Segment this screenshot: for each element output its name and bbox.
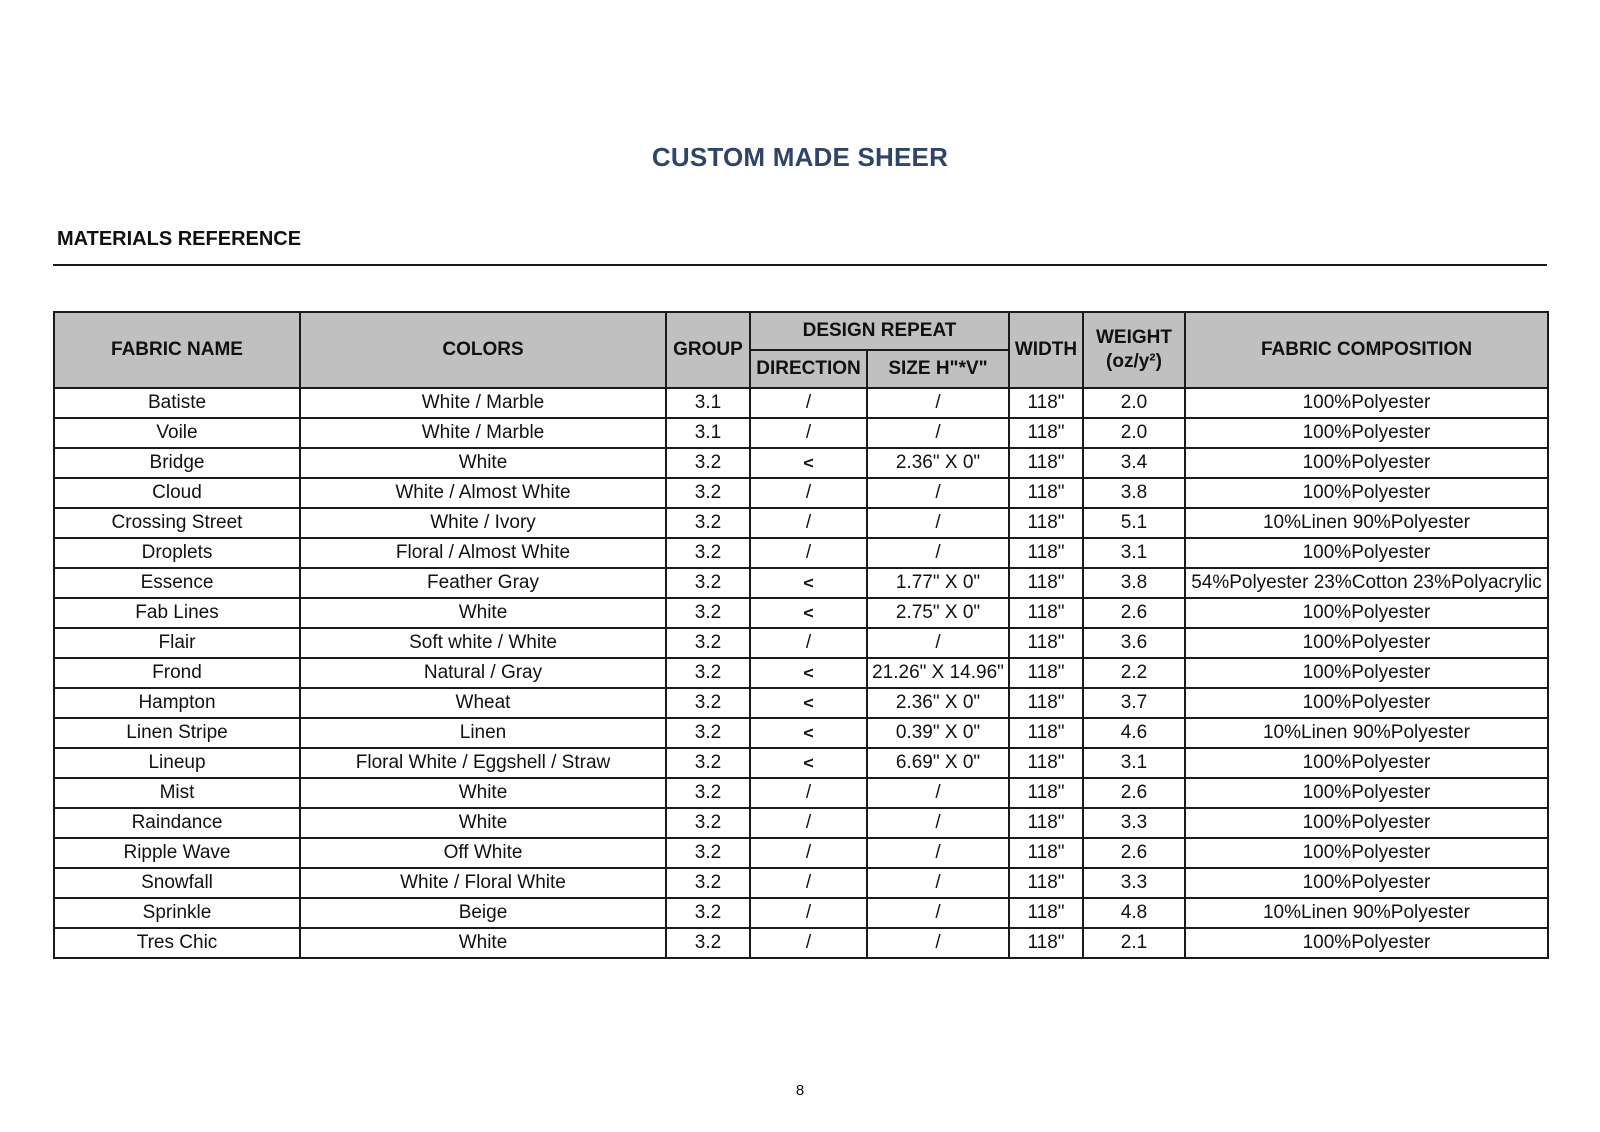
header-design-repeat: DESIGN REPEAT xyxy=(750,312,1009,350)
cell-fabric-composition: 100%Polyester xyxy=(1185,388,1548,418)
cell-group: 3.2 xyxy=(666,628,750,658)
cell-direction xyxy=(750,688,867,718)
cell-weight: 3.3 xyxy=(1083,808,1185,838)
cell-direction: / xyxy=(750,628,867,658)
cell-width: 118" xyxy=(1009,538,1083,568)
table-row xyxy=(54,508,1548,538)
table-row xyxy=(54,568,1548,598)
table-row xyxy=(54,868,1548,898)
table-row xyxy=(54,478,1548,508)
cell-colors: Beige xyxy=(300,898,666,928)
cell-size: 6.69" X 0" xyxy=(867,748,1009,778)
cell-direction xyxy=(750,568,867,598)
cell-weight: 3.1 xyxy=(1083,748,1185,778)
cell-size: 2.75" X 0" xyxy=(867,598,1009,628)
cell-weight: 3.6 xyxy=(1083,628,1185,658)
cell-group: 3.2 xyxy=(666,838,750,868)
cell-weight: 3.1 xyxy=(1083,538,1185,568)
header-size: SIZE H"*V" xyxy=(867,350,1009,388)
cell-colors: White xyxy=(300,448,666,478)
cell-width: 118" xyxy=(1009,688,1083,718)
cell-fabric-name: Droplets xyxy=(54,538,300,568)
cell-fabric-name: Snowfall xyxy=(54,868,300,898)
cell-size: 2.36" X 0" xyxy=(867,688,1009,718)
cell-group: 3.2 xyxy=(666,868,750,898)
cell-group: 3.2 xyxy=(666,688,750,718)
cell-colors: White xyxy=(300,808,666,838)
table-row xyxy=(54,388,1548,418)
cell-size: / xyxy=(867,808,1009,838)
cell-direction: / xyxy=(750,838,867,868)
cell-group: 3.2 xyxy=(666,718,750,748)
cell-direction: / xyxy=(750,868,867,898)
cell-group: 3.2 xyxy=(666,568,750,598)
cell-weight: 2.6 xyxy=(1083,838,1185,868)
header-width: WIDTH xyxy=(1009,312,1083,388)
table-header-row xyxy=(54,312,1548,350)
cell-width: 118" xyxy=(1009,718,1083,748)
cell-width: 118" xyxy=(1009,928,1083,958)
cell-direction: / xyxy=(750,388,867,418)
header-colors: COLORS xyxy=(300,312,666,388)
cell-fabric-name: Linen Stripe xyxy=(54,718,300,748)
cell-weight: 3.8 xyxy=(1083,568,1185,598)
cell-fabric-name: Raindance xyxy=(54,808,300,838)
cell-fabric-composition: 100%Polyester xyxy=(1185,778,1548,808)
table-row xyxy=(54,418,1548,448)
header-direction: DIRECTION xyxy=(750,350,867,388)
header-fabric-name: FABRIC NAME xyxy=(54,312,300,388)
table-row xyxy=(54,598,1548,628)
cell-weight: 5.1 xyxy=(1083,508,1185,538)
cell-size: 0.39" X 0" xyxy=(867,718,1009,748)
cell-weight: 2.0 xyxy=(1083,388,1185,418)
cell-colors: White / Marble xyxy=(300,418,666,448)
cell-weight: 4.6 xyxy=(1083,718,1185,748)
cell-size: 21.26" X 14.96" xyxy=(867,658,1009,688)
cell-weight: 3.7 xyxy=(1083,688,1185,718)
cell-colors: White xyxy=(300,778,666,808)
cell-weight: 3.3 xyxy=(1083,868,1185,898)
cell-fabric-composition: 54%Polyester 23%Cotton 23%Polyacrylic xyxy=(1185,568,1548,598)
cell-fabric-composition: 100%Polyester xyxy=(1185,748,1548,778)
cell-fabric-name: Flair xyxy=(54,628,300,658)
cell-size: 1.77" X 0" xyxy=(867,568,1009,598)
cell-weight: 2.6 xyxy=(1083,598,1185,628)
section-title: MATERIALS REFERENCE xyxy=(57,228,302,250)
cell-fabric-name: Essence xyxy=(54,568,300,598)
cell-size: / xyxy=(867,928,1009,958)
table-row xyxy=(54,898,1548,928)
cell-fabric-composition: 10%Linen 90%Polyester xyxy=(1185,898,1548,928)
cell-width: 118" xyxy=(1009,478,1083,508)
direction-arrow-icon: < xyxy=(803,753,814,772)
header-weight: WEIGHT (oz/y²) xyxy=(1083,312,1185,388)
cell-colors: White / Ivory xyxy=(300,508,666,538)
cell-width: 118" xyxy=(1009,448,1083,478)
cell-group: 3.2 xyxy=(666,778,750,808)
cell-width: 118" xyxy=(1009,568,1083,598)
cell-fabric-composition: 100%Polyester xyxy=(1185,448,1548,478)
cell-group: 3.2 xyxy=(666,748,750,778)
cell-width: 118" xyxy=(1009,388,1083,418)
table-row xyxy=(54,688,1548,718)
cell-width: 118" xyxy=(1009,508,1083,538)
table-row xyxy=(54,718,1548,748)
cell-fabric-name: Mist xyxy=(54,778,300,808)
cell-size: / xyxy=(867,838,1009,868)
page-number: 8 xyxy=(795,1082,805,1099)
cell-size: / xyxy=(867,508,1009,538)
cell-direction: / xyxy=(750,418,867,448)
cell-fabric-name: Sprinkle xyxy=(54,898,300,928)
cell-direction: / xyxy=(750,538,867,568)
cell-fabric-composition: 10%Linen 90%Polyester xyxy=(1185,718,1548,748)
section-divider xyxy=(53,264,1547,266)
cell-width: 118" xyxy=(1009,418,1083,448)
cell-size: / xyxy=(867,388,1009,418)
cell-group: 3.2 xyxy=(666,658,750,688)
cell-fabric-composition: 100%Polyester xyxy=(1185,838,1548,868)
direction-arrow-icon: < xyxy=(803,723,814,742)
cell-width: 118" xyxy=(1009,808,1083,838)
cell-colors: White / Floral White xyxy=(300,868,666,898)
cell-direction xyxy=(750,718,867,748)
table-row xyxy=(54,448,1548,478)
cell-size: / xyxy=(867,538,1009,568)
cell-group: 3.1 xyxy=(666,418,750,448)
cell-width: 118" xyxy=(1009,898,1083,928)
table-body xyxy=(54,388,1548,958)
cell-group: 3.2 xyxy=(666,598,750,628)
cell-weight: 3.4 xyxy=(1083,448,1185,478)
table-row xyxy=(54,748,1548,778)
cell-fabric-name: Ripple Wave xyxy=(54,838,300,868)
cell-colors: Feather Gray xyxy=(300,568,666,598)
cell-size: / xyxy=(867,478,1009,508)
cell-fabric-composition: 100%Polyester xyxy=(1185,628,1548,658)
cell-group: 3.2 xyxy=(666,478,750,508)
cell-colors: Floral / Almost White xyxy=(300,538,666,568)
cell-width: 118" xyxy=(1009,658,1083,688)
cell-fabric-name: Lineup xyxy=(54,748,300,778)
cell-colors: Off White xyxy=(300,838,666,868)
cell-fabric-name: Cloud xyxy=(54,478,300,508)
cell-weight: 2.0 xyxy=(1083,418,1185,448)
cell-width: 118" xyxy=(1009,628,1083,658)
cell-size: / xyxy=(867,418,1009,448)
cell-group: 3.2 xyxy=(666,898,750,928)
direction-arrow-icon: < xyxy=(803,663,814,682)
cell-fabric-name: Voile xyxy=(54,418,300,448)
cell-weight: 4.8 xyxy=(1083,898,1185,928)
cell-direction: / xyxy=(750,928,867,958)
cell-direction xyxy=(750,598,867,628)
cell-width: 118" xyxy=(1009,748,1083,778)
cell-fabric-composition: 100%Polyester xyxy=(1185,928,1548,958)
cell-colors: Wheat xyxy=(300,688,666,718)
cell-fabric-name: Bridge xyxy=(54,448,300,478)
cell-group: 3.2 xyxy=(666,508,750,538)
cell-colors: White xyxy=(300,928,666,958)
table-row xyxy=(54,928,1548,958)
cell-colors: Soft white / White xyxy=(300,628,666,658)
cell-fabric-name: Fab Lines xyxy=(54,598,300,628)
cell-fabric-composition: 100%Polyester xyxy=(1185,418,1548,448)
cell-direction: / xyxy=(750,778,867,808)
cell-size: / xyxy=(867,628,1009,658)
cell-fabric-composition: 100%Polyester xyxy=(1185,808,1548,838)
cell-size: / xyxy=(867,778,1009,808)
cell-direction xyxy=(750,748,867,778)
table-row xyxy=(54,658,1548,688)
cell-group: 3.2 xyxy=(666,448,750,478)
table-row xyxy=(54,838,1548,868)
table-row xyxy=(54,628,1548,658)
cell-fabric-composition: 100%Polyester xyxy=(1185,868,1548,898)
cell-colors: White / Almost White xyxy=(300,478,666,508)
direction-arrow-icon: < xyxy=(803,693,814,712)
cell-size: / xyxy=(867,868,1009,898)
cell-fabric-composition: 100%Polyester xyxy=(1185,688,1548,718)
materials-table xyxy=(53,311,1549,959)
cell-fabric-composition: 10%Linen 90%Polyester xyxy=(1185,508,1548,538)
direction-arrow-icon: < xyxy=(803,573,814,592)
cell-fabric-name: Frond xyxy=(54,658,300,688)
cell-group: 3.2 xyxy=(666,808,750,838)
cell-colors: Natural / Gray xyxy=(300,658,666,688)
cell-size: / xyxy=(867,898,1009,928)
cell-width: 118" xyxy=(1009,868,1083,898)
cell-size: 2.36" X 0" xyxy=(867,448,1009,478)
cell-direction: / xyxy=(750,478,867,508)
cell-colors: White xyxy=(300,598,666,628)
cell-weight: 3.8 xyxy=(1083,478,1185,508)
cell-group: 3.2 xyxy=(666,538,750,568)
cell-direction xyxy=(750,658,867,688)
table-row xyxy=(54,778,1548,808)
cell-direction: / xyxy=(750,898,867,928)
direction-arrow-icon: < xyxy=(803,603,814,622)
cell-direction: / xyxy=(750,508,867,538)
cell-weight: 2.6 xyxy=(1083,778,1185,808)
cell-width: 118" xyxy=(1009,778,1083,808)
table-row xyxy=(54,808,1548,838)
table-row xyxy=(54,538,1548,568)
direction-arrow-icon: < xyxy=(803,453,814,472)
cell-fabric-composition: 100%Polyester xyxy=(1185,478,1548,508)
cell-colors: Floral White / Eggshell / Straw xyxy=(300,748,666,778)
cell-group: 3.2 xyxy=(666,928,750,958)
cell-fabric-composition: 100%Polyester xyxy=(1185,538,1548,568)
cell-fabric-composition: 100%Polyester xyxy=(1185,658,1548,688)
cell-weight: 2.2 xyxy=(1083,658,1185,688)
cell-fabric-name: Crossing Street xyxy=(54,508,300,538)
header-group: GROUP xyxy=(666,312,750,388)
cell-width: 118" xyxy=(1009,838,1083,868)
page-title: CUSTOM MADE SHEER xyxy=(651,142,949,172)
cell-direction xyxy=(750,448,867,478)
cell-colors: Linen xyxy=(300,718,666,748)
header-fabric-composition: FABRIC COMPOSITION xyxy=(1185,312,1548,388)
cell-colors: White / Marble xyxy=(300,388,666,418)
cell-fabric-name: Batiste xyxy=(54,388,300,418)
cell-fabric-name: Tres Chic xyxy=(54,928,300,958)
cell-fabric-composition: 100%Polyester xyxy=(1185,598,1548,628)
cell-fabric-name: Hampton xyxy=(54,688,300,718)
cell-width: 118" xyxy=(1009,598,1083,628)
cell-group: 3.1 xyxy=(666,388,750,418)
cell-weight: 2.1 xyxy=(1083,928,1185,958)
cell-direction: / xyxy=(750,808,867,838)
